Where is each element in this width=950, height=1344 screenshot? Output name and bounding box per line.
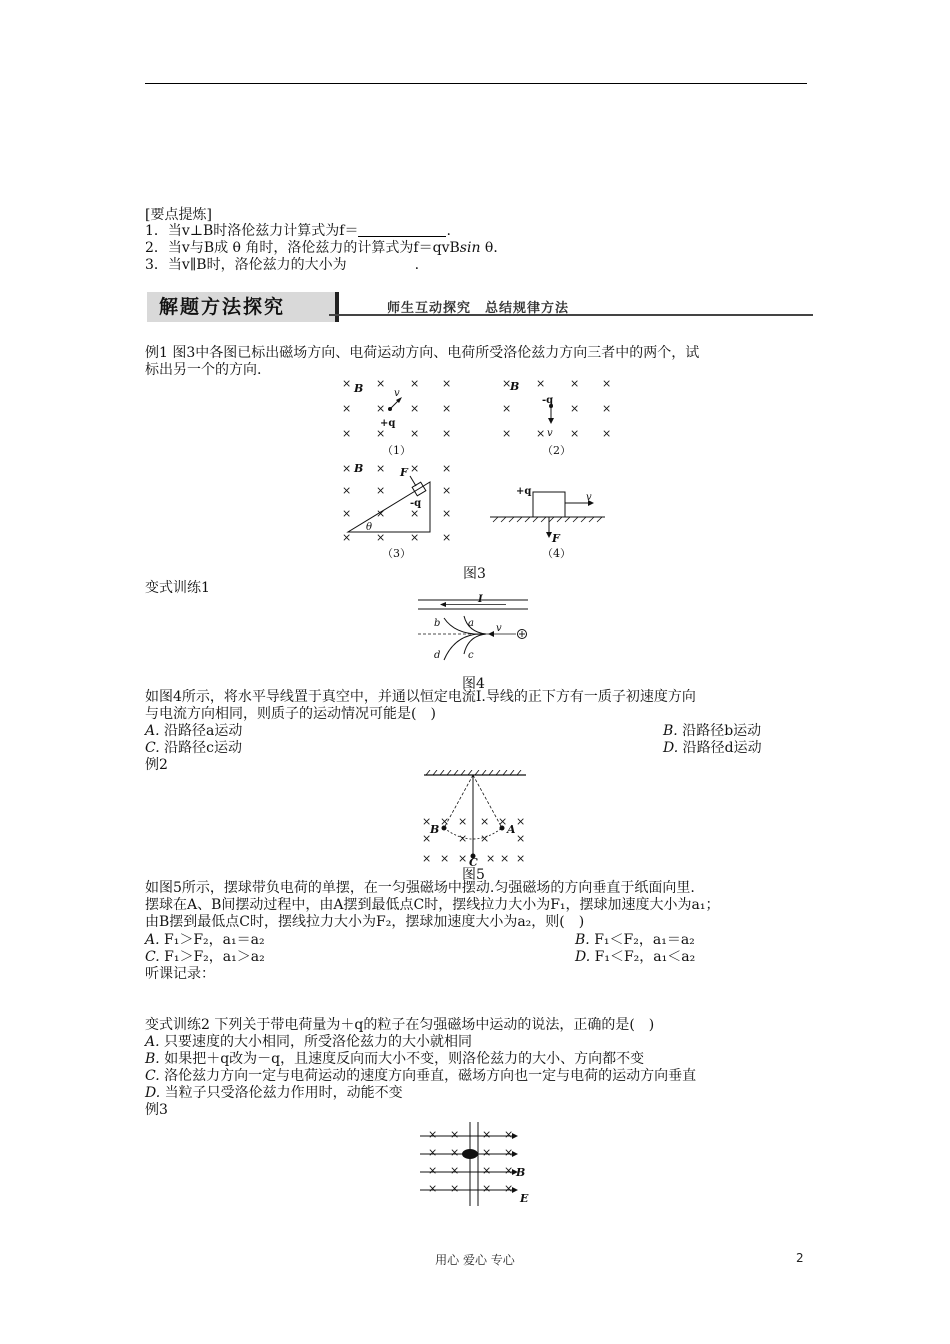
svg-text:×: × [442,462,452,475]
svg-text:×: × [342,484,352,497]
svg-text:×: × [482,1182,492,1195]
variant2-option-b: B. 如果把＋q改为－q，且速度反向而大小不变，则洛伦兹力的大小、方向都不变 [145,1051,645,1067]
svg-text:×: × [502,377,512,390]
svg-text:×: × [410,531,420,544]
variant2-line1: 变式训练2 下列关于带电荷量为＋q的粒子在匀强磁场中运动的说法，正确的是( ) [145,1017,655,1033]
fig4-label-I: I [478,594,483,605]
example2-option-b: B. F₁＜F₂，a₁＝a₂ [575,932,695,948]
svg-text:×: × [442,427,452,440]
notes-label: 听课记录： [145,966,215,982]
fig3-label-v2: v [547,428,553,439]
figure-4 [416,594,536,666]
svg-text:×: × [504,1164,514,1177]
page-number: 2 [796,1251,804,1265]
svg-text:×: × [342,377,352,390]
svg-text:×: × [376,484,386,497]
svg-text:×: × [450,1182,460,1195]
svg-text:×: × [410,402,420,415]
svg-text:×: × [422,815,432,828]
svg-text:×: × [376,531,386,544]
example2-option-a: A. F₁＞F₂，a₁＝a₂ [145,932,265,948]
svg-text:×: × [428,1146,438,1159]
key-point-1 [145,223,451,239]
example3-title: 例3 [145,1102,168,1118]
svg-text:×: × [570,427,580,440]
fig5-label-B: B [430,823,440,836]
figure-example-3 [414,1122,538,1206]
svg-text:×: × [516,832,526,845]
fig-ex3-label-E: E [520,1192,529,1205]
example1-line1: 例1 图3中各图已标出磁场方向、电荷运动方向、电荷所受洛伦兹力方向三者中的两个，试 [145,345,700,361]
example2-line2: 摆球在A、B间摆动过程中，由A摆到最低点C时，摆线拉力大小为F₁，摆球加速度大小为a₁； [145,897,720,913]
fig4-label-d: d [434,650,441,661]
variant2-option-a: A. 只要速度的大小相同，所受洛伦兹力的大小就相同 [145,1034,473,1050]
fig3-label-p4: （4） [542,547,571,560]
example2-line1: 如图5所示，摆球带负电荷的单摆，在一匀强磁场中摆动.匀强磁场的方向垂直于纸面向里. [145,880,695,896]
banner-title: 解题方法探究 [147,292,339,322]
example2-line3: 由B摆到最低点C时，摆线拉力大小为F₂，摆球加速度大小为a₂，则( ) [145,914,585,930]
fig3-label-v4: v [586,492,592,503]
key-point-3-end: . [414,257,420,273]
svg-text:×: × [410,462,420,475]
svg-text:×: × [498,815,508,828]
fig-ex3-label-B: B [516,1166,526,1179]
fig5-label-A: A [507,823,516,836]
svg-text:×: × [458,852,468,865]
figure-3-panel-3 [342,462,451,560]
svg-text:×: × [440,852,450,865]
svg-text:×: × [342,427,352,440]
figure-3 [330,374,630,564]
svg-text:×: × [410,427,420,440]
key-point-2-text: 2．当v与B成 θ 角时，洛伦兹力的计算式为f＝qvB [145,240,460,256]
svg-text:×: × [570,402,580,415]
key-points-header: [要点提炼] [145,207,212,223]
variant2-option-d: D. 当粒子只受洛伦兹力作用时，动能不变 [145,1085,403,1101]
example2-title: 例2 [145,757,168,773]
figure-3-panel-4 [490,486,605,560]
variant1-option-b: B. 沿路径b运动 [663,723,762,739]
svg-text:×: × [602,427,612,440]
svg-text:×: × [486,852,496,865]
fig4-label-c: c [468,650,474,661]
key-point-1-end: . [446,223,451,239]
example2-option-d: D. F₁＜F₂，a₁＜a₂ [575,949,696,965]
svg-text:×: × [442,402,452,415]
variant1-option-c: C. 沿路径c运动 [145,740,242,756]
svg-text:×: × [342,507,352,520]
svg-text:×: × [500,852,510,865]
fig3-label-q1: +q [380,418,396,429]
svg-text:×: × [442,507,452,520]
fig4-label-b: b [434,618,441,629]
svg-text:×: × [376,402,386,415]
fig4-label-v: v [496,623,502,634]
fig3-label-B2: B [510,380,520,393]
svg-text:×: × [450,1164,460,1177]
fig3-label-F4: F [552,532,560,545]
key-point-3-text: 3．当v∥B时，洛伦兹力的大小为 [145,257,347,273]
svg-text:×: × [450,1128,460,1141]
figure-3-panel-2 [502,377,611,457]
fig3-label-theta: θ [366,522,373,533]
svg-text:×: × [536,427,546,440]
figure-4-caption: 图4 [462,676,485,692]
svg-text:×: × [482,1128,492,1141]
key-point-2-end: θ． [480,240,508,256]
svg-text:×: × [502,402,512,415]
svg-text:×: × [428,1182,438,1195]
figure-5-caption: 图5 [462,867,485,883]
svg-text:×: × [516,815,526,828]
fill-blank-1 [358,224,446,237]
svg-text:×: × [602,402,612,415]
fig5-label-C: C [469,856,478,866]
variant2-option-c: C. 洛伦兹力方向一定与电荷运动的速度方向垂直，磁场方向也一定与电荷的运动方向垂直 [145,1068,697,1084]
fig3-label-p3: （3） [382,547,411,560]
svg-text:×: × [504,1182,514,1195]
fig3-label-p1: （1） [382,444,411,457]
figure-5 [418,770,534,866]
svg-text:×: × [536,377,546,390]
svg-text:×: × [442,377,452,390]
fig3-label-B3: B [354,462,364,475]
example1-line2: 标出另一个的方向. [145,362,262,378]
fig3-label-q3: -q [410,498,422,509]
svg-text:×: × [570,377,580,390]
svg-text:×: × [516,852,526,865]
svg-text:×: × [342,462,352,475]
svg-text:×: × [410,507,420,520]
example2-option-c: C. F₁＞F₂，a₁＞a₂ [145,949,265,965]
fig4-label-a: a [468,618,474,629]
svg-text:×: × [504,1128,514,1141]
variant1-option-a: A. 沿路径a运动 [145,723,243,739]
banner-subtitle: 师生互动探究 总结规律方法 [387,301,570,316]
svg-text:×: × [458,815,468,828]
svg-text:×: × [410,377,420,390]
fig3-label-F3: F [400,466,408,479]
variant1-line2: 与电流方向相同，则质子的运动情况可能是( ) [145,706,436,722]
key-point-3 [145,257,419,273]
svg-text:×: × [442,484,452,497]
fig3-label-q4: +q [516,486,532,497]
fig3-label-p2: （2） [542,444,571,457]
variant1-option-d: D. 沿路径d运动 [663,740,762,756]
svg-text:×: × [480,815,490,828]
svg-text:×: × [442,531,452,544]
svg-text:×: × [504,1146,514,1159]
svg-text:×: × [342,402,352,415]
svg-text:×: × [342,531,352,544]
svg-text:×: × [428,1128,438,1141]
page-footer: 用心 爱心 专心 [435,1253,515,1267]
svg-text:×: × [450,1146,460,1159]
figure-3-panel-1 [342,377,451,457]
svg-text:×: × [602,377,612,390]
svg-text:×: × [482,1164,492,1177]
key-point-1-text: 1．当v⊥B时洛伦兹力计算式为f＝ [145,223,359,239]
key-point-2 [145,240,507,256]
svg-text:×: × [482,1146,492,1159]
section-banner [145,292,813,324]
svg-text:×: × [458,832,468,845]
svg-text:×: × [480,832,490,845]
svg-text:×: × [422,832,432,845]
fig3-label-v1: v [394,388,400,399]
figure-3-caption: 图3 [463,566,486,582]
svg-text:×: × [440,815,450,828]
svg-text:×: × [376,462,386,475]
header-rule [145,83,807,84]
variant1-line1: 如图4所示，将水平导线置于真空中，并通以恒定电流I.导线的正下方有一质子初速度方向 [145,689,696,705]
fig3-label-B1: B [354,382,364,395]
svg-text:×: × [376,377,386,390]
key-point-2-sin: sin [459,240,481,256]
svg-text:×: × [376,507,386,520]
variant1-title: 变式训练1 [145,580,210,596]
fig3-label-q2: -q [542,395,554,406]
svg-text:×: × [502,427,512,440]
svg-text:×: × [376,427,386,440]
svg-text:×: × [428,1164,438,1177]
svg-text:×: × [422,852,432,865]
